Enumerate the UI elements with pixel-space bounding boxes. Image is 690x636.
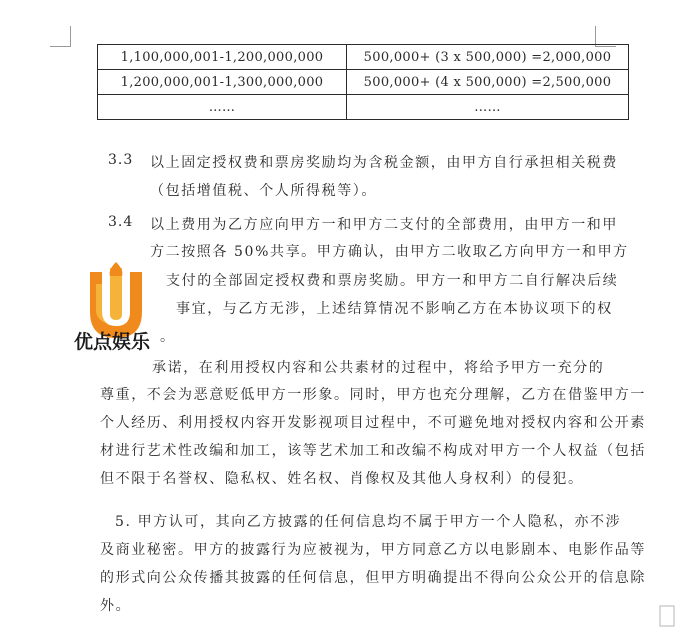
clause-5-line-2: 及商业秘密。甲方的披露行为应被视为，甲方同意乙方以电影剧本、电影作品等 — [100, 542, 646, 558]
clause-3-4-line-1: 以上费用为乙方应向甲方一和甲方二支付的全部费用，由甲方一和甲 — [150, 217, 618, 233]
clause-5-line-3: 的形式向公众传播其披露的任何信息，但甲方明确提出不得向公众公开的信息除 — [100, 570, 646, 586]
clause-4-line-2: 尊重，不会为恶意贬低甲方一形象。同时，甲方也充分理解，乙方在借鉴甲方一 — [100, 387, 646, 403]
clause-number-3-3: 3.3 — [108, 152, 134, 168]
table-row — [98, 95, 629, 120]
clause-3-3-line-2: （包括增值税、个人所得税等）。 — [150, 183, 377, 199]
clause-3-4-line-4: 事宜，与乙方无涉，上述结算情况不影响乙方在本协议项下的权 — [176, 301, 613, 317]
table-cell-ellipsis: …… — [347, 95, 629, 120]
clause-4-line-5: 但不限于名誉权、隐私权、姓名权、肖像权及其他人身权利）的侵犯。 — [100, 471, 584, 487]
page-corner-mark-left — [50, 26, 71, 47]
clause-3-4-line-5: 。 — [160, 329, 176, 345]
table-row — [98, 70, 629, 95]
clause-5-line-1: 5. 甲方认可，其向乙方披露的任何信息均不属于甲方一个人隐私，亦不涉 — [115, 514, 622, 530]
fee-table — [97, 44, 629, 120]
clause-3-4-line-2: 方二按照各 50%共享。甲方确认，由甲方二收取乙方向甲方一和甲方 — [150, 244, 629, 260]
table-cell-range: 1,200,000,001-1,300,000,000 — [98, 70, 347, 95]
page-fold-icon — [652, 600, 682, 630]
clause-number-3-4: 3.4 — [108, 214, 134, 230]
table-cell-fee: 500,000+ (3 x 500,000) =2,000,000 — [347, 45, 629, 70]
clause-4-line-3: 个人经历、利用授权内容开发影视项目过程中，不可避免地对授权内容和公开素 — [100, 415, 646, 431]
clause-3-4-line-3: 支付的全部固定授权费和票房奖励。甲方一和甲方二自行解决后续 — [166, 273, 619, 289]
clause-3-3-line-1: 以上固定授权费和票房奖励均为含税金额，由甲方自行承担相关税费 — [150, 155, 618, 171]
table-cell-range: 1,100,000,001-1,200,000,000 — [98, 45, 347, 70]
clause-5-line-4: 外。 — [100, 598, 132, 614]
table-cell-fee: 500,000+ (4 x 500,000) =2,500,000 — [347, 70, 629, 95]
clause-4-line-1: 承诺，在利用授权内容和公共素材的过程中，将给予甲方一充分的 — [152, 360, 605, 376]
table-cell-ellipsis: …… — [98, 95, 347, 120]
table-row — [98, 45, 629, 70]
clause-4-line-4: 材进行艺术性改编和加工，该等艺术加工和改编不构成对甲方一个人权益（包括 — [100, 443, 646, 459]
watermark-brand-text: 优点娱乐 — [74, 331, 151, 353]
